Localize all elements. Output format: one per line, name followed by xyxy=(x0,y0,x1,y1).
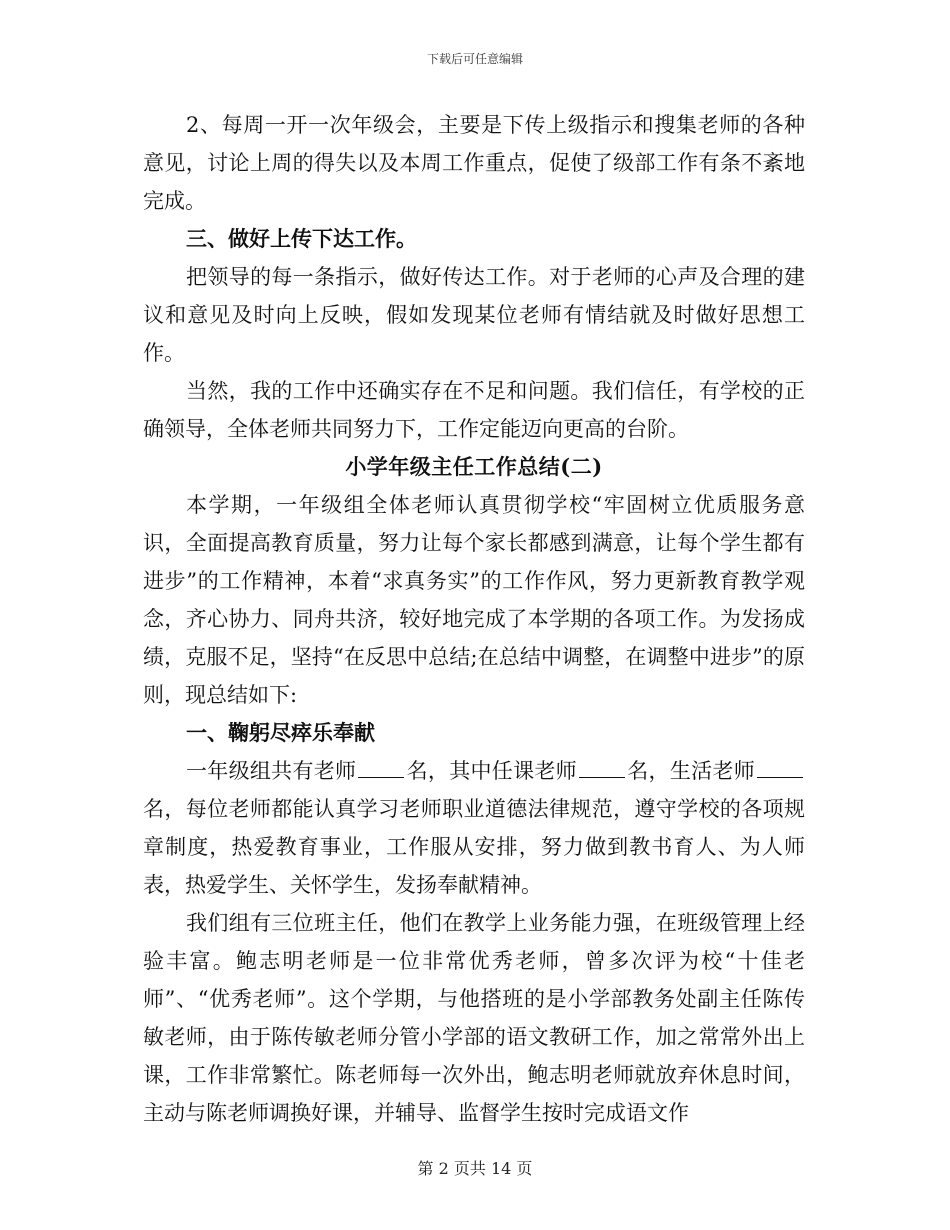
blank-line xyxy=(579,759,625,778)
blank-line xyxy=(358,759,404,778)
staff-text-a: 一年级组共有老师 xyxy=(186,759,357,783)
document-body xyxy=(143,106,805,1132)
paragraph-conclusion: 当然，我的工作中还确实存在不足和问题。我们信任，有学校的正确领导，全体老师共同努力下，工作定能迈向更高的台阶。 xyxy=(143,379,805,441)
page-header: 下载后可任意编辑 xyxy=(426,52,523,66)
staff-text-c: 名，生活老师 xyxy=(626,759,756,783)
blank-line xyxy=(757,759,803,778)
page-footer: 第 2 页共 14 页 xyxy=(417,1159,533,1178)
paragraph-communication: 把领导的每一条指示，做好传达工作。对于老师的心声及合理的建议和意见及时向上反映，假如发现某位老师有情结就及时做好思想工作。 xyxy=(143,265,805,365)
staff-text-d: 名，每位老师都能认真学习老师职业道德法律规范，遵守学校的各项规章制度，热爱教育事业，工作服从安排，努力做到教书育人、为人师表，热爱学生、关怀学生，发扬奉献精神。 xyxy=(143,797,805,897)
paragraph-staff xyxy=(143,752,805,904)
section-heading-3: 三、做好上传下达工作。 xyxy=(186,226,417,251)
paragraph-head-teachers: 我们组有三位班主任，他们在教学上业务能力强，在班级管理上经验丰富。鲍志明老师是一位非常优秀老师，曾多次评为校“十佳老师”、“优秀老师”。这个学期，与他搭班的是小学部教务处副主任陈传敏老师，由于陈传敏老师分管小学部的语文教研工作，加之常常外出上课，工作非常繁忙。陈老师每一次外出，鲍志明老师就放弃休息时间，主动与陈老师调换好课，并辅导、监督学生按时完成语文作 xyxy=(143,911,805,1125)
document-title: 小学年级主任工作总结(二) xyxy=(345,454,603,479)
section-heading-1: 一、鞠躬尽瘁乐奉献 xyxy=(186,720,375,745)
paragraph-intro: 本学期，一年级组全体老师认真贯彻学校“牢固树立优质服务意识，全面提高教育质量，努力让每个家长都感到满意，让每个学生都有进步”的工作精神，本着“求真务实”的工作作风，努力更新教育教学观念，齐心协力、同舟共济，较好地完成了本学期的各项工作。为发扬成绩，克服不足，坚持“在反思中总结;在总结中调整，在调整中进步”的原则，现总结如下: xyxy=(143,493,805,707)
staff-text-b: 名，其中任课老师 xyxy=(406,759,577,783)
paragraph-weekly-meeting: 2、每周一开一次年级会，主要是下传上级指示和搜集老师的各种意见，讨论上周的得失以及本周工作重点，促使了级部工作有条不紊地完成。 xyxy=(143,113,805,213)
